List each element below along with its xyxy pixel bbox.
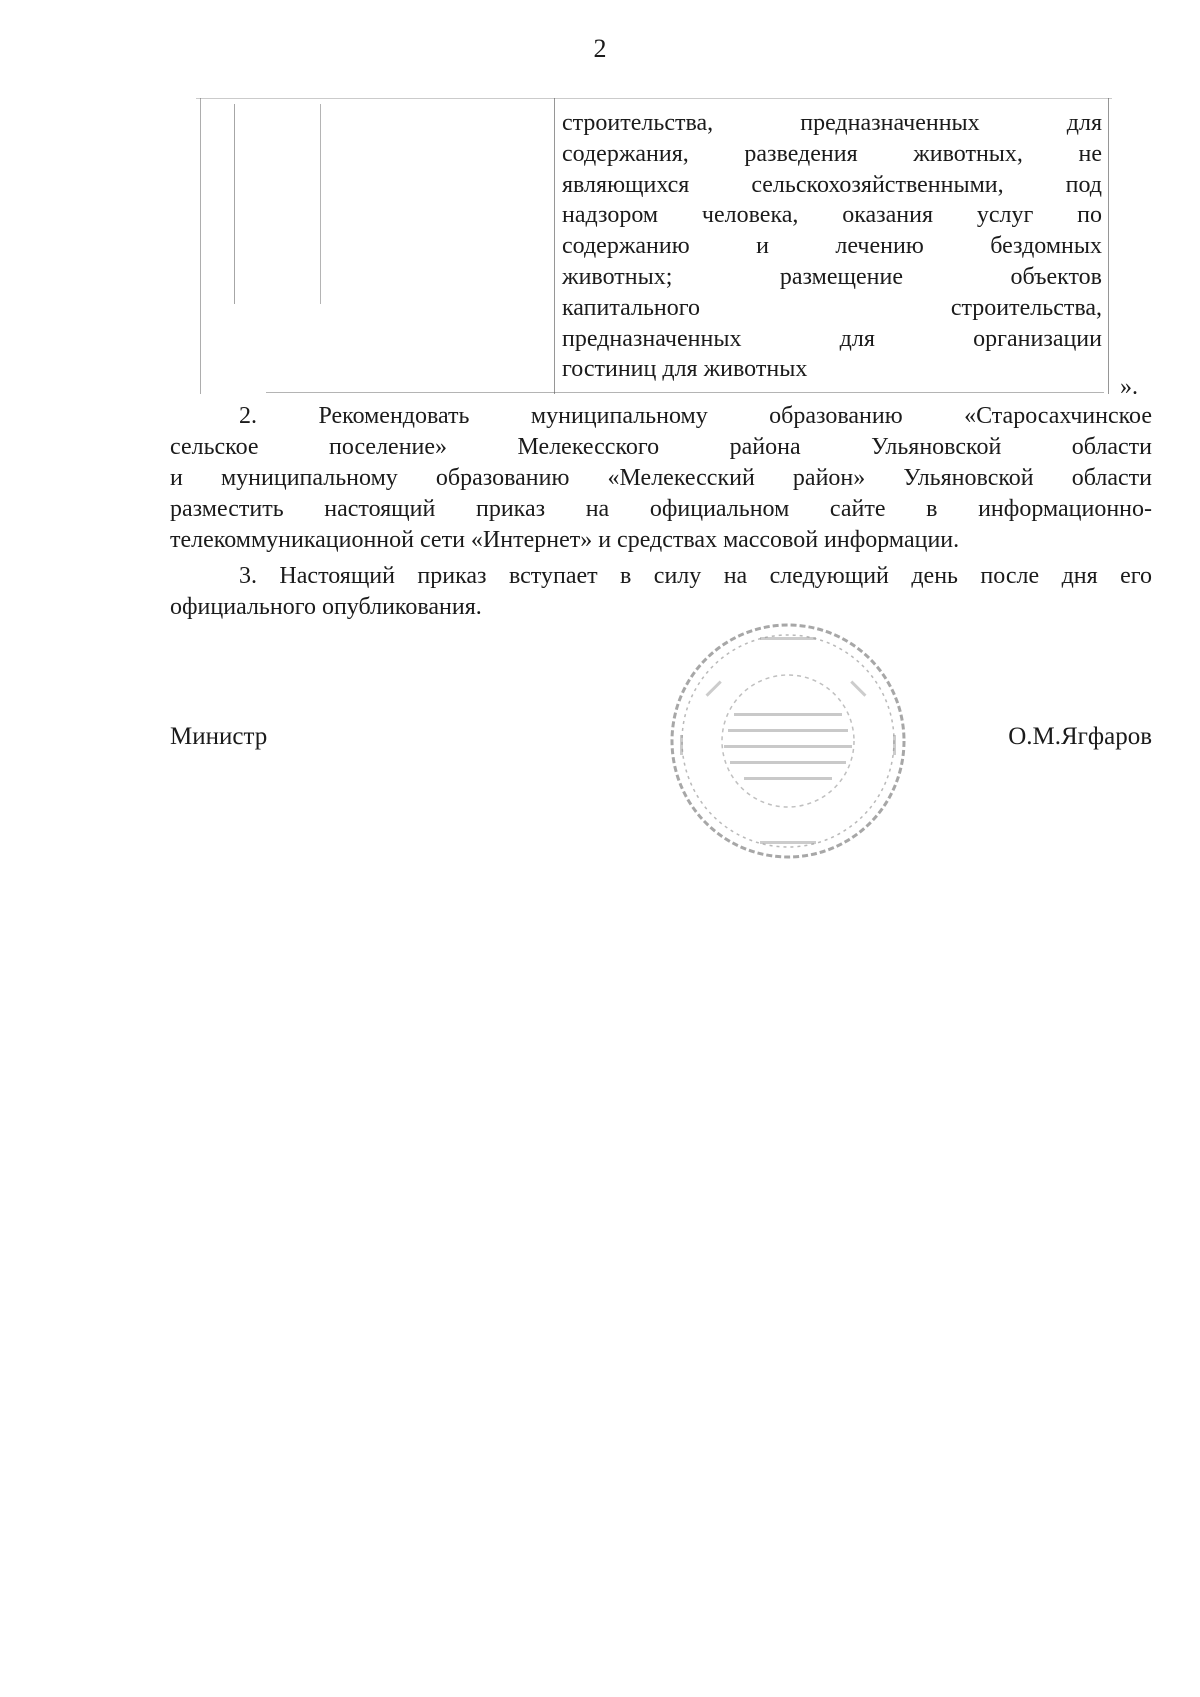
paragraph-line: 3. Настоящий приказ вступает в силу на следующий день после дня его	[239, 563, 1152, 589]
cell-line: капитального строительства,	[562, 294, 1102, 321]
cell-line: гостиниц для животных	[562, 356, 808, 383]
table-column-line-1	[234, 104, 235, 304]
table-fragment	[196, 98, 1112, 394]
paragraph-line: официального опубликования.	[170, 594, 482, 620]
cell-line: содержанию и лечению бездомных	[562, 233, 1102, 260]
official-seal-stamp	[664, 617, 912, 865]
paragraph-line: разместить настоящий приказ на официальном сайте в информационно-	[170, 496, 1152, 522]
cell-line: предназначенных для организации	[562, 325, 1102, 352]
table-column-line-3	[554, 98, 555, 394]
closing-quote: ».	[1120, 374, 1138, 400]
paragraph-line: и муниципальному образованию «Мелекесский район» Ульяновской области	[170, 465, 1152, 491]
signature-title: Министр	[170, 723, 268, 750]
table-cell-text	[562, 108, 1102, 385]
cell-line: содержания, разведения животных, не	[562, 140, 1102, 167]
table-left-border	[200, 98, 201, 394]
table-right-border	[1108, 98, 1109, 394]
paragraph-line: 2. Рекомендовать муниципальному образованию «Старосахчинское	[239, 403, 1152, 429]
cell-line: строительства, предназначенных для	[562, 110, 1102, 136]
signature-name: О.М.Ягфаров	[1008, 723, 1152, 750]
page-number: 2	[593, 34, 607, 63]
table-top-rule	[196, 98, 1112, 99]
paragraph-3	[170, 561, 1152, 623]
cell-line: являющихся сельскохозяйственными, под	[562, 171, 1102, 198]
cell-line: животных; размещение объектов	[562, 263, 1102, 290]
paragraph-line: сельское поселение» Мелекесского района Ульяновской области	[170, 434, 1152, 460]
table-column-line-2	[320, 104, 321, 304]
paragraph-line: телекоммуникационной сети «Интернет» и средствах массовой информации.	[170, 527, 960, 553]
cell-line: надзором человека, оказания услуг по	[562, 202, 1102, 229]
paragraph-2	[170, 401, 1152, 556]
table-bottom-rule	[266, 392, 1104, 393]
